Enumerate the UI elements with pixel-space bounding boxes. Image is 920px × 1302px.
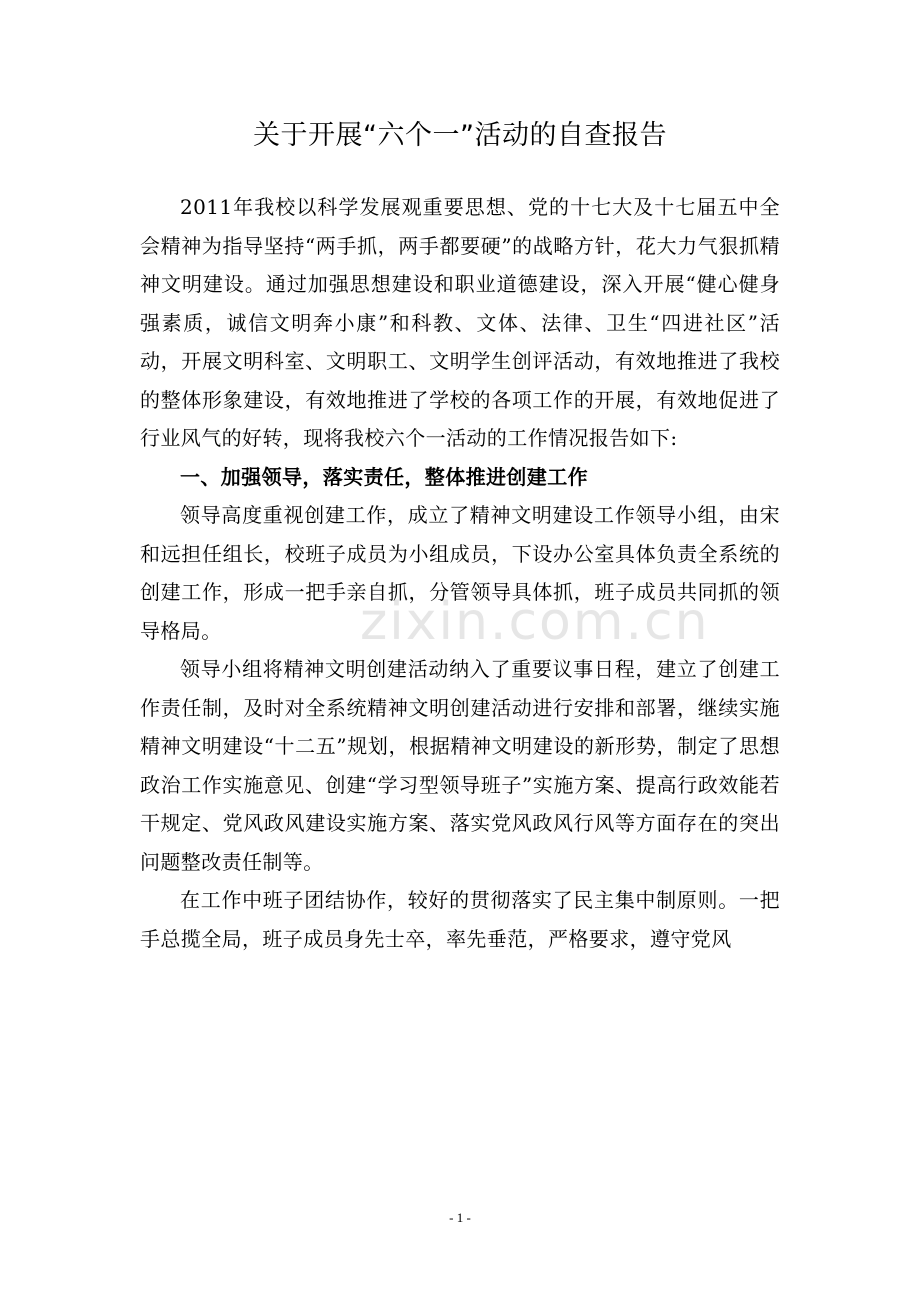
- paragraph-responsibility: 领导小组将精神文明创建活动纳入了重要议事日程，建立了创建工作责任制，及时对全系统精神文明创建活动进行安排和部署，继续实施精神文明建设“十二五”规划，根据精神文明建设的新形势，制定了思想政治工作实施意见、创建“学习型领导班子”实施方案、提高行政效能若干规定、党风政风建设实施方案、落实党风政风行风等方面存在的突出问题整改责任制等。: [140, 657, 780, 874]
- document-body: [140, 188, 780, 958]
- paragraph-teamwork: 在工作中班子团结协作，较好的贯彻落实了民主集中制原则。一把手总揽全局，班子成员身先士卒，率先垂范，严格要求，遵守党风: [140, 888, 780, 951]
- paragraph-intro: 2011年我校以科学发展观重要思想、党的十七大及十七届五中全会精神为指导坚持“两手抓，两手都要硬”的战略方针，花大力气狠抓精神文明建设。通过加强思想建设和职业道德建设，深入开展“健心健身强素质，诚信文明奔小康”和科教、文体、法律、卫生“四进社区”活动，开展文明科室、文明职工、文明学生创评活动，有效地推进了我校的整体形象建设，有效地推进了学校的各项工作的开展，有效地促进了行业风气的好转，现将我校六个一活动的工作情况报告如下:: [140, 195, 780, 450]
- page-number: - 1 -: [449, 1210, 471, 1225]
- document-title: 关于开展“六个一”活动的自查报告: [253, 120, 667, 151]
- watermark: zixin.com.cn: [360, 592, 710, 652]
- paragraph-leadership: 领导高度重视创建工作，成立了精神文明建设工作领导小组，由宋和远担任组长，校班子成员为小组成员，下设办公室具体负责全系统的创建工作，形成一把手亲自抓，分管领导具体抓，班子成员共同抓的领导格局。: [140, 503, 780, 643]
- section-heading-1: 一、加强领导，落实责任，整体推进创建工作: [180, 464, 588, 489]
